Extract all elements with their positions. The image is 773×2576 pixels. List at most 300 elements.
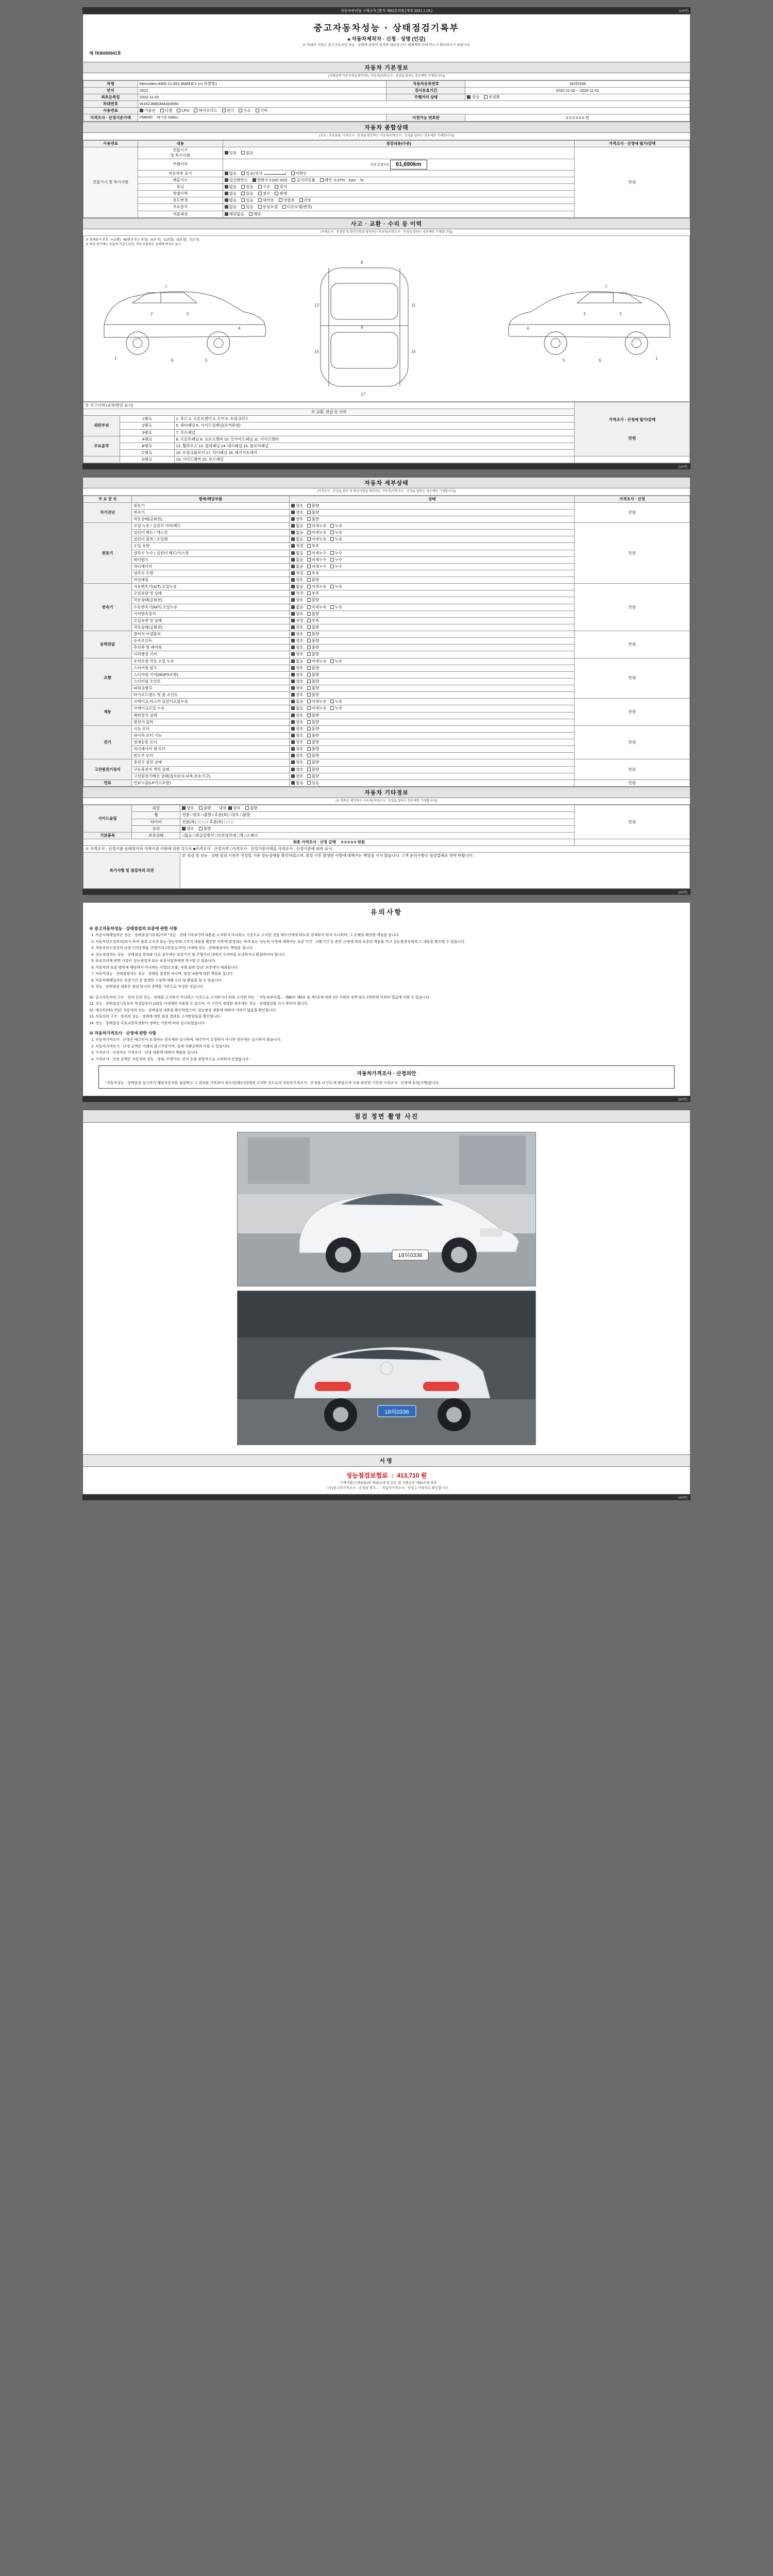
table-header-row — [83, 496, 690, 502]
state-checkbox-없음[interactable]: 없음 — [291, 530, 304, 535]
table-row — [83, 80, 690, 87]
overall-group-label: 건물기기 및 특기사항 — [83, 147, 138, 217]
row-item: 용도변경 — [138, 197, 223, 204]
notice-item: 7. 자동차성능 · 상태점검자는 성능 · 상태를 점검한 자이며, 점검 내용에 대한 책임을 집니다. — [95, 972, 685, 977]
table-row — [83, 402, 690, 409]
state-checkbox-불량[interactable]: 불량 — [307, 652, 320, 657]
row-item: 주요장치 — [138, 204, 223, 211]
exterior-state: 양호 불량 내장 양호 불량 — [180, 805, 575, 812]
row-item: 주행거리 — [138, 159, 223, 170]
notice-item: 6. 자동차의 보증 범위에 해당하지 아니하는 사항(소모품, 차량 외관 등)은 보증에서 제외됩니다. — [95, 965, 685, 971]
table-row — [83, 846, 690, 853]
state-checkbox-미세누유[interactable]: 미세누유 — [307, 537, 327, 542]
rank-parts: 12. 휠하우스 13. 필러패널 14. 대시패널 15. 플로어패널 — [174, 443, 575, 449]
rank-parts: 16. 트렁크플로어 17. 리어패널 18. 패키지트레이 — [174, 449, 575, 456]
detail-item-state — [290, 577, 575, 584]
state-checkbox-양호[interactable]: 양호 — [291, 767, 304, 772]
rank-label: C랭크 — [120, 449, 174, 456]
state-checkbox-부족[interactable]: 부족 — [307, 591, 320, 596]
detail-group-adjust: 만원 — [575, 502, 690, 522]
detail-item-state — [290, 712, 575, 719]
car-damage-diagram — [83, 247, 690, 402]
vin-value: W1K2J6BGMA004590 — [138, 101, 690, 108]
fuel-options — [138, 108, 690, 114]
state-checkbox-없음[interactable]: 없음 — [291, 584, 304, 589]
state-checkbox-양호[interactable]: 양호 — [291, 760, 304, 765]
page-1-footer: (1/4면) — [82, 464, 691, 469]
notice-title: 유의사항 — [370, 908, 403, 917]
row-item: 건물기기 및 특기사항 — [138, 147, 223, 159]
state-checkbox-미세누수[interactable]: 미세누수 — [307, 564, 327, 569]
table-row — [83, 502, 690, 509]
accident-parts-title: ※ 교환, 판금 등 이력 — [83, 409, 575, 416]
state-checkbox-누수[interactable]: 누수 — [330, 557, 343, 563]
rank-parts: 8. 프론트패널 9. 크로스멤버 10. 인사이드패널 11. 사이드멤버 — [174, 436, 575, 443]
overall-state-table — [83, 140, 690, 218]
table-row — [83, 147, 690, 159]
state-checkbox-없음[interactable]: 없음 — [291, 564, 304, 569]
state-checkbox-누유[interactable]: 누유 — [330, 523, 343, 529]
detail-group-label: 전기 — [83, 725, 132, 759]
state-checkbox-양호[interactable]: 양호 — [291, 578, 304, 583]
page-3-footer: (3/4면) — [82, 1096, 691, 1102]
state-checkbox-미세누유[interactable]: 미세누유 — [307, 605, 327, 610]
form-legal-text: 자동차관리법 시행규칙 [별지 제82호의3] (개정 2021.1.19.) — [341, 9, 432, 13]
first-reg-value: 2022-11-02 — [138, 94, 386, 101]
certificate-body: 「자동차성능 · 상태점검 실시자가 해당자동차를 점검하고 그 결과를 기록하여 매수인(매도인)에게 고지한 것으로서 자동차가격조사 · 산정을 나 인도계 받았으며 이와 관련한 기록한 가격조사 · 산정에 동의(서명)합니다. — [103, 1081, 440, 1086]
detail-item-state — [290, 732, 575, 739]
accident-adjust-label: 가격조사 · 산정에 필가/감액 만원 — [575, 402, 690, 456]
state-checkbox-불량[interactable]: 불량 — [307, 625, 320, 630]
tire-state: 전륜(좌) □ □ □ / 후륜(좌) □ □ □ — [180, 819, 575, 825]
detail-item-state — [290, 699, 575, 705]
fuel-opt-diesel[interactable]: 디젤 — [160, 108, 173, 113]
notice-item: 11. 성능 · 상태점검기록부의 작성일부터 120일 이내에만 사용할 수 있으며, 이 기간이 경과한 경우에는 성능 · 상태점검을 다시 받아야 합니다. — [95, 1002, 685, 1007]
state-checkbox-양호[interactable]: 양호 — [291, 645, 304, 650]
state-checkbox-부족[interactable]: 부족 — [307, 618, 320, 623]
state-checkbox-누수[interactable]: 누수 — [330, 551, 343, 556]
etc-table — [83, 805, 690, 889]
detail-group-label: 변속기 — [83, 584, 132, 631]
detail-item-label: 실린더 블록 / 오일팬 — [132, 536, 290, 543]
possession-state: □없음 □취급설명서 □안전삼각대 □잭 □스패너 — [180, 832, 575, 839]
rank-label: B랭크 — [120, 443, 174, 449]
glass-label: 유리 — [132, 825, 180, 832]
state-checkbox-불량[interactable]: 불량 — [307, 632, 320, 637]
detail-item-label: 구동축전지 격리 상태 — [132, 766, 290, 773]
state-checkbox-있음[interactable]: 있음 — [307, 781, 320, 786]
detail-item-label: 오일 누유 / 실린더 커버/헤드 — [132, 523, 290, 530]
section-detail-note: (가격조사 · 산정을 확인 및 확인사항을 확인하는 자동차(이력조사 · 선정을 말하는 경우에만 기재합니다)) — [83, 488, 690, 495]
accident-parts-table — [83, 402, 690, 463]
detail-item-label: 배력장치 상태 — [132, 712, 290, 719]
svg-text:5: 5 — [205, 358, 208, 363]
state-checkbox-적정[interactable]: 적정 — [291, 544, 304, 549]
first-reg-label: 최초등록일 — [83, 94, 138, 101]
detail-item-state — [290, 753, 575, 759]
state-checkbox-불량[interactable]: 불량 — [307, 720, 320, 725]
state-checkbox-양호[interactable]: 양호 — [291, 672, 304, 677]
detail-item-label: 고전원전기배선 상태(접속단자,피복,보호기구) — [132, 773, 290, 779]
svg-text:2: 2 — [150, 312, 153, 317]
insurance-fee: 성능점검보험료 : 413,710 원 — [346, 1472, 427, 1480]
detail-item-state — [290, 590, 575, 597]
row-detail: 해당없음 해당 — [223, 211, 575, 217]
state-checkbox-누유[interactable]: 누유 — [330, 537, 343, 542]
document-number: 제 7836000941호 — [89, 51, 122, 56]
state-checkbox-불량[interactable]: 불량 — [307, 666, 320, 671]
detail-item-label: 오일 유량 — [132, 543, 290, 550]
detail-item-state — [290, 678, 575, 685]
notice-list-1 — [95, 933, 685, 990]
state-checkbox-불량[interactable]: 불량 — [307, 612, 320, 617]
detail-item-state — [290, 725, 575, 732]
detail-item-state — [290, 773, 575, 779]
detail-item-state — [290, 624, 575, 631]
page-4 — [82, 1109, 691, 1495]
notice-item: 13. 자동차의 구조 · 장치의 성능 · 상태에 대한 점검 결과를 고지받았음을 확인합니다. — [95, 1014, 685, 1020]
svg-text:4: 4 — [527, 326, 529, 331]
state-checkbox-누유[interactable]: 누유 — [330, 584, 343, 589]
odo-normal-checkbox[interactable]: 정상 — [467, 95, 479, 100]
detail-group-label: 조향 — [83, 658, 132, 699]
section-etc-title: 자동차 기타정보 — [83, 787, 690, 798]
svg-text:15: 15 — [411, 349, 416, 354]
state-checkbox-불량[interactable]: 불량 — [307, 740, 320, 745]
frame-outer-label: 외판부위 — [83, 416, 120, 436]
svg-text:11: 11 — [411, 303, 416, 308]
state-checkbox-불량[interactable]: 불량 — [307, 713, 320, 718]
state-checkbox-불량[interactable]: 불량 — [307, 598, 320, 603]
state-checkbox-누수[interactable]: 누수 — [330, 564, 343, 569]
detail-item-state — [290, 746, 575, 753]
state-checkbox-양호[interactable]: 양호 — [291, 598, 304, 603]
svg-text:1: 1 — [114, 356, 117, 361]
state-checkbox-누유[interactable]: 누유 — [330, 605, 343, 610]
odometer-state-label: 주행거리 상태 — [386, 94, 465, 101]
state-checkbox-불량[interactable]: 불량 — [307, 726, 320, 732]
th-detail: 점검내용(수준) — [223, 140, 575, 147]
state-checkbox-양호[interactable]: 양호 — [291, 692, 304, 698]
final-price-note: ※ 가격조사 · 산정기준 상태평가의 가액기준 사항에 의한 것으로 ■가격조사 · 산정가격 □가격조사 · 산정기준가액을 가격조사 · 산정기준에 따라 표시 — [83, 846, 690, 853]
section-etc-note: (※ 항목은 확인하는 자동차(이력조사 · 선정을 말하는 경우에만 기재합니다)) — [83, 798, 690, 805]
table-header-row — [83, 140, 690, 147]
row-detail: 일산화탄소 탄화수소(HC-KO) 공기과잉률 매연 0.07% 1pm. % — [223, 177, 575, 183]
state-checkbox-적정[interactable]: 적정 — [291, 618, 304, 623]
th-major-device: 주 요 장 치 — [83, 496, 132, 502]
fuel-opt-hybrid[interactable]: 하이브리드 — [194, 108, 217, 113]
table-row — [83, 456, 690, 463]
special-note-label: 특기사항 및 점검자의 의견 — [83, 853, 180, 889]
accident-note-bottom: ※ 사고이력 (교차/판금 표시) — [83, 402, 575, 409]
detail-item-label: 워터펌프 — [132, 556, 290, 563]
page-2 — [82, 477, 691, 889]
detail-item-state — [290, 509, 575, 516]
state-checkbox-적정[interactable]: 적정 — [291, 591, 304, 596]
notice-item: 2. 자동차인도일부터(차가 하자 점검 고지지 또는 성능상태 고지지 내용을 확인한 이후에 발견되는 하자 또는 성능의 이상에 대하여는 보증 기간 · 교환기간 등 관련 규정에 따라 보증의 책임을 지고 성능점검자에게 그 내용을 확인할 수 있습니다. — [95, 940, 685, 945]
state-checkbox-미세누유[interactable]: 미세누유 — [307, 699, 327, 704]
detail-item-label: 자동변속기(A/T) 오일누유 — [132, 584, 290, 590]
state-checkbox-양호[interactable]: 양호 — [291, 733, 304, 738]
state-checkbox-불량[interactable]: 불량 — [307, 517, 320, 522]
table-row — [83, 631, 690, 638]
detail-item-label: 스티어링 펌프 — [132, 665, 290, 671]
car-diagram-svg — [83, 247, 691, 401]
state-checkbox-양호[interactable]: 양호 — [291, 652, 304, 657]
table-row — [83, 114, 690, 122]
state-checkbox-부족[interactable]: 부족 — [307, 571, 320, 576]
state-checkbox-없음[interactable]: 없음 — [291, 706, 304, 711]
price-base-value: 258000 배기량 2999cc — [138, 114, 386, 122]
svg-text:14: 14 — [314, 349, 319, 354]
frame-inner-label-2 — [83, 456, 120, 463]
notice-item: 3. 자동차인도일부터 보증기간(1개월, 주행거리 2천킬로미터) 이내에 성능 · 상태점검자는 책임을 집니다. — [95, 946, 685, 952]
svg-text:2: 2 — [619, 312, 622, 317]
state-checkbox-미세누유[interactable]: 미세누유 — [307, 523, 327, 529]
state-checkbox-불량[interactable]: 불량 — [307, 503, 320, 509]
svg-text:5: 5 — [563, 358, 565, 363]
state-checkbox-없음[interactable]: 없음 — [291, 551, 304, 556]
state-checkbox-없음[interactable]: 없음 — [291, 523, 304, 529]
detail-item-state — [290, 570, 575, 577]
state-checkbox-양호[interactable]: 양호 — [291, 510, 304, 515]
year-label: 연식 — [83, 87, 138, 94]
row-detail: 없음 있음 침수 화재 — [223, 191, 575, 197]
accident-legend-1: ※ 상태표시 부호 : ×(교환) · W(판금 또는 용접) · A(부식) · C(균열) · U(요철) · T(손상) — [86, 239, 199, 242]
overall-adjust-cell: 만원 — [575, 147, 690, 217]
price-base-label: 가격조사 · 산정기준가액 — [83, 114, 138, 122]
state-checkbox-불량[interactable]: 불량 — [307, 774, 320, 779]
detail-item-label: 라디에이터 — [132, 563, 290, 570]
state-checkbox-미세누유[interactable]: 미세누유 — [307, 530, 327, 535]
state-checkbox-양호[interactable]: 양호 — [291, 713, 304, 718]
displacement-value: 2999cc — [167, 116, 179, 120]
state-checkbox-불량[interactable]: 불량 — [307, 760, 320, 765]
tire-label: 타이어 — [132, 819, 180, 825]
notice-item: 4. 성능점검자는 성능 · 상태점검 결과와 다른 경우에는 보증기간 및 주행거리 내에서 수리비를 보상하거나 환불하여야 합니다. — [95, 953, 685, 958]
state-checkbox-불량[interactable]: 불량 — [307, 510, 320, 515]
state-checkbox-미세누수[interactable]: 미세누수 — [307, 551, 327, 556]
state-checkbox-누유[interactable]: 누유 — [330, 530, 343, 535]
state-checkbox-불량[interactable]: 불량 — [307, 578, 320, 583]
detail-item-state — [290, 705, 575, 712]
model-label: 차명 — [83, 80, 138, 87]
table-row — [83, 779, 690, 786]
odometer-value: 61,690km — [390, 160, 427, 170]
svg-text:3: 3 — [187, 312, 189, 317]
notice-list-3 — [95, 1038, 685, 1062]
state-checkbox-누유[interactable]: 누유 — [330, 706, 343, 711]
detail-item-label: 타이로드엔드 및 볼 조인트 — [132, 692, 290, 699]
table-row — [83, 725, 690, 732]
vehicle-front-photo — [237, 1132, 536, 1286]
detail-item-state — [290, 550, 575, 556]
detail-item-label: 실내송풍 모터 — [132, 739, 290, 746]
state-checkbox-양호[interactable]: 양호 — [291, 517, 304, 522]
state-checkbox-없음[interactable]: 없음 — [291, 537, 304, 542]
state-checkbox-미세누수[interactable]: 미세누수 — [307, 557, 327, 563]
svg-text:18허0336: 18허0336 — [398, 1252, 423, 1259]
page-4-footer: (4/4면) — [82, 1495, 691, 1500]
detail-item-state — [290, 584, 575, 590]
plate-label: 자동차등록번호 — [386, 80, 465, 87]
state-checkbox-양호[interactable]: 양호 — [291, 612, 304, 617]
detail-item-label: 스티어링 조인트 — [132, 678, 290, 685]
state-checkbox-불량[interactable]: 불량 — [307, 638, 320, 643]
page-subtitle: ■ 자동차제작자 · 신청 · 성명 (인감) — [347, 37, 426, 42]
detail-item-state — [290, 604, 575, 611]
rank-parts: 7. 루프패널 — [174, 429, 575, 436]
state-checkbox-불량[interactable]: 불량 — [307, 767, 320, 772]
detail-item-label: 브레이크오일 누유 — [132, 705, 290, 712]
detail-item-label: 기어변속장치 — [132, 611, 290, 617]
state-checkbox-불량[interactable]: 불량 — [307, 686, 320, 691]
page-subnote: ※ 아래의 사항은 중고자동차의 성능 · 상태에 관하여 점검한 내용입니다. 매매계약 전에 반드시 확인하시기 바랍니다. — [302, 43, 471, 47]
state-checkbox-불량[interactable]: 불량 — [307, 692, 320, 698]
final-price-label: 최종 가격조사 · 산정 금액 0 0 0 0 0 천원 — [83, 839, 575, 845]
th-price-adjust: 가격조사 · 산정 — [575, 496, 690, 502]
th-adjust: 가격조사 · 산정에 필가/감액 — [575, 140, 690, 147]
state-checkbox-양호[interactable]: 양호 — [291, 686, 304, 691]
state-checkbox-양호[interactable]: 양호 — [291, 774, 304, 779]
odo-abnormal-checkbox[interactable]: 부정확 — [484, 95, 500, 100]
row-item: 자동차종 표기 — [138, 170, 223, 177]
state-checkbox-불량[interactable]: 불량 — [307, 645, 320, 650]
fuel-label: 사용연료 — [83, 108, 138, 114]
wheel-label: 휠 — [132, 812, 180, 819]
table-row — [83, 101, 690, 108]
detail-item-label: 작동상태(공회전) — [132, 597, 290, 604]
state-checkbox-없음[interactable]: 없음 — [291, 557, 304, 563]
detail-item-state — [290, 530, 575, 536]
notice-item: 14. 성능 · 상태점검 국토교통부장관이 정하는 기준에 따라 실시되었습니다. — [95, 1021, 685, 1027]
state-checkbox-없음[interactable]: 없음 — [291, 659, 304, 664]
state-checkbox-양호[interactable]: 양호 — [291, 679, 304, 684]
state-checkbox-없음[interactable]: 없음 — [291, 699, 304, 704]
fuel-opt-electric[interactable]: 전기 — [222, 108, 234, 113]
section-basic-info-note: (거래금액 기준가격을 확인하는 자동차(이력조사 · 선정을 말하는 경우에만 기재합니다)) — [83, 73, 690, 80]
state-checkbox-양호[interactable]: 양호 — [291, 666, 304, 671]
state-checkbox-불량[interactable]: 불량 — [307, 733, 320, 738]
state-checkbox-불량[interactable]: 불량 — [307, 672, 320, 677]
state-checkbox-양호[interactable]: 양호 — [291, 726, 304, 732]
etc-adjust-cell: 만원 — [575, 805, 690, 839]
certificate-box — [98, 1065, 675, 1089]
state-checkbox-없음[interactable]: 없음 — [291, 781, 304, 786]
final-price-cell — [575, 839, 690, 845]
notice-heading-1: ※ 중고자동차성능 · 상태점검의 보증에 관한 사항 — [89, 926, 177, 931]
detail-group-adjust: 만원 — [575, 584, 690, 631]
detail-item-label: 오일유량 및 상태 — [132, 590, 290, 597]
page-2-footer: (2/4면) — [82, 889, 691, 895]
detail-item-label: 동력조향 작동 오일 누유 — [132, 658, 290, 665]
svg-text:8: 8 — [361, 260, 363, 265]
svg-text:9: 9 — [361, 325, 363, 330]
state-checkbox-양호[interactable]: 양호 — [291, 747, 304, 752]
state-checkbox-미세누유[interactable]: 미세누유 — [307, 659, 327, 664]
notice-item: 1. 자동차매매업자는 성능 · 상태점검기록부(이하 "성능 · 상태 기록부")에 내용을 고지하지 아니하고 거짓으로 고지할 것을 매수인에게 하도록 강제하여 하지 아니하며, 그 손해를 배상할 책임을 집니다. — [95, 933, 685, 939]
fuel-opt-gasoline[interactable]: 가솔린 — [140, 108, 156, 113]
state-checkbox-부족[interactable]: 부족 — [307, 544, 320, 549]
page-title: 중고자동차성능 · 상태점검기록부 — [313, 23, 460, 33]
state-checkbox-누유[interactable]: 누유 — [330, 699, 343, 704]
state-checkbox-불량[interactable]: 불량 — [307, 747, 320, 752]
svg-text:7: 7 — [165, 285, 167, 290]
table-row — [83, 853, 690, 889]
detail-item-label: 디퍼렌셜 기어 — [132, 651, 290, 658]
detail-group-adjust: 만원 — [575, 631, 690, 658]
detail-item-label: 원동기 — [132, 502, 290, 509]
detail-item-state — [290, 556, 575, 563]
detail-item-state — [290, 671, 575, 678]
notice-list-2 — [95, 995, 685, 1027]
state-checkbox-미세누유[interactable]: 미세누유 — [307, 706, 327, 711]
svg-text:6: 6 — [171, 358, 174, 363]
detail-group-adjust: 만원 — [575, 759, 690, 779]
state-checkbox-불량[interactable]: 불량 — [307, 679, 320, 684]
state-checkbox-불량[interactable]: 불량 — [307, 753, 320, 758]
possession-label: 보유상태 — [132, 832, 180, 839]
detail-group-adjust: 만원 — [575, 779, 690, 786]
rank-label: 3랭크 — [120, 429, 174, 436]
detail-item-state — [290, 658, 575, 665]
detail-item-state — [290, 779, 575, 786]
basic-items-label: 기본품목 — [83, 832, 132, 839]
detail-item-state — [290, 766, 575, 773]
state-checkbox-양호[interactable]: 양호 — [291, 753, 304, 758]
state-checkbox-양호[interactable]: 양호 — [291, 638, 304, 643]
state-checkbox-양호[interactable]: 양호 — [291, 632, 304, 637]
rank-label: 2랭크 — [120, 422, 174, 429]
accident-legend-2: ※ 하단 양식에는 송출적 기준으로만, 기타 부품적은 상세에 쪽지로 표시 — [86, 243, 181, 247]
detail-group-label: 동력전달 — [83, 631, 132, 658]
detail-item-state — [290, 502, 575, 509]
detail-item-state — [290, 617, 575, 624]
state-checkbox-미세누유[interactable]: 미세누유 — [307, 584, 327, 589]
state-checkbox-적정[interactable]: 적정 — [291, 571, 304, 576]
detail-item-label: 커먼레일 — [132, 577, 290, 584]
rank-label: D랭크 — [120, 456, 174, 463]
detail-item-state — [290, 645, 575, 651]
state-checkbox-양호[interactable]: 양호 — [291, 625, 304, 630]
table-row — [83, 87, 690, 94]
vehicle-rear-photo — [237, 1291, 536, 1445]
year-value: 2021 — [138, 87, 386, 94]
fuel-opt-other[interactable]: 기타 — [256, 108, 268, 113]
state-checkbox-양호[interactable]: 양호 — [291, 740, 304, 745]
fuel-opt-hydrogen[interactable]: 수소 — [239, 108, 251, 113]
state-checkbox-없음[interactable]: 없음 — [291, 605, 304, 610]
state-checkbox-양호[interactable]: 양호 — [291, 720, 304, 725]
detail-item-label: 오일유량 및 상태 — [132, 617, 290, 624]
notice-item: 10. 중고자동차의 구조 · 장치 등의 성능 · 상태를 고지하지 아니하고 거짓으로 고지하거나 허위 고지한 자는 「자동차관리법」 제80조 제6호 및 제7호에 따라 2년 이하의 징역 또는 2천만원 이하의 벌금에 처할 수 있습니다. — [95, 995, 685, 1001]
state-checkbox-누유[interactable]: 누유 — [330, 659, 343, 664]
table-row — [83, 523, 690, 530]
detail-item-state — [290, 563, 575, 570]
detail-item-state — [290, 719, 575, 725]
detail-item-label: 추진축 및 베어링 — [132, 645, 290, 651]
svg-text:3: 3 — [583, 312, 586, 317]
state-checkbox-양호[interactable]: 양호 — [291, 503, 304, 509]
page-1 — [82, 14, 691, 464]
model-value: Mercedes-AMG CLS53 4MATIC+ (+) 차량명1 — [138, 80, 386, 87]
transfer-label: 이전가능 번호판 — [386, 114, 465, 122]
notice-item: 5. 보증수리에 관한 사항은 성능점검자 또는 보증사업자에게 청구할 수 있습니다. — [95, 959, 685, 964]
displacement-label: 배기량 — [157, 116, 167, 120]
detail-item-label: 작동상태(공회전) — [132, 624, 290, 631]
accident-adjust-empty — [575, 456, 690, 463]
fuel-opt-lpg[interactable]: LPG — [177, 108, 189, 113]
